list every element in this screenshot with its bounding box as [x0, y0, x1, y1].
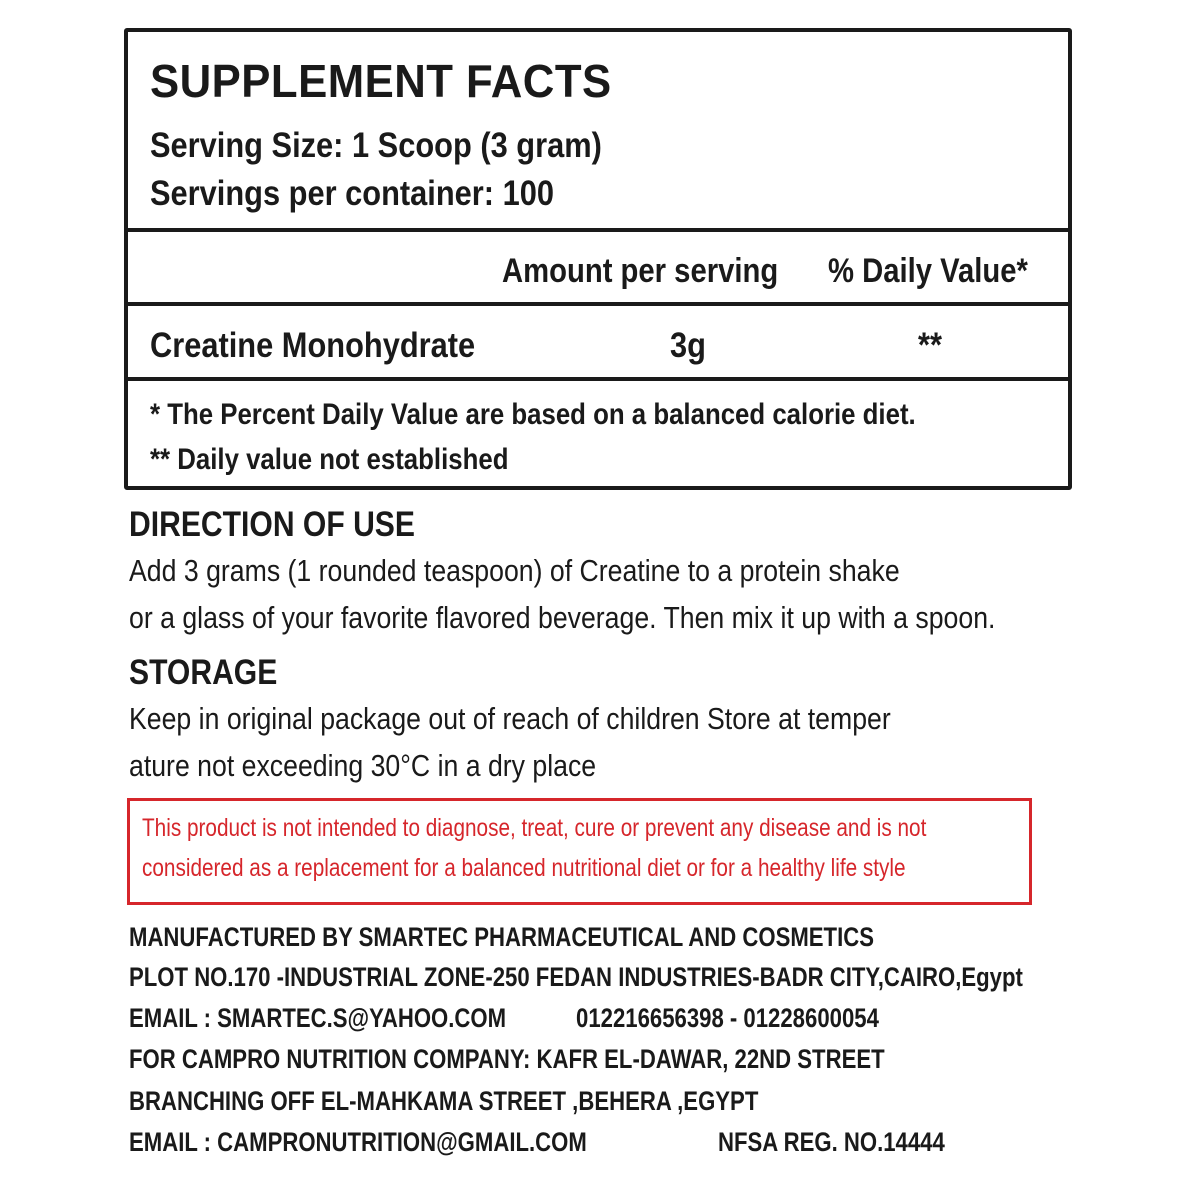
- distributor-address: BRANCHING OFF EL-MAHKAMA STREET ,BEHERA ,EGYPT: [129, 1086, 759, 1116]
- manufacturer-address: PLOT NO.170 -INDUSTRIAL ZONE-250 FEDAN INDUSTRIES-BADR CITY,CAIRO,Egypt: [129, 962, 1023, 992]
- direction-line-2: or a glass of your favorite flavored beverage. Then mix it up with a spoon.: [129, 600, 996, 635]
- manufacturer-phones: 012216656398 - 01228600054: [576, 1003, 879, 1033]
- ingredient-amount: 3g: [670, 326, 706, 365]
- facts-divider-3: [128, 377, 1068, 381]
- col-daily-value: % Daily Value*: [828, 252, 1028, 290]
- disclaimer-box: [127, 798, 1032, 905]
- footnote-percent-daily-value: * The Percent Daily Value are based on a balanced calorie diet.: [150, 398, 916, 431]
- registration-number: NFSA REG. NO.14444: [718, 1127, 945, 1157]
- direction-line-1: Add 3 grams (1 rounded teaspoon) of Creatine to a protein shake: [129, 553, 900, 588]
- distributor-email: EMAIL : CAMPRONUTRITION@GMAIL.COM: [129, 1127, 587, 1157]
- distributor-name: FOR CAMPRO NUTRITION COMPANY: KAFR EL-DAWAR, 22ND STREET: [129, 1044, 885, 1074]
- manufacturer-email: EMAIL : SMARTEC.S@YAHOO.COM: [129, 1003, 507, 1033]
- col-amount-per-serving: Amount per serving: [502, 252, 779, 290]
- servings-per-container: Servings per container: 100: [150, 174, 554, 213]
- supplement-facts-box: [124, 28, 1072, 490]
- manufacturer-name: MANUFACTURED BY SMARTEC PHARMACEUTICAL AND COSMETICS: [129, 922, 874, 952]
- disclaimer-line-1: This product is not intended to diagnose, treat, cure or prevent any disease and is not: [142, 814, 927, 842]
- facts-title: SUPPLEMENT FACTS: [150, 55, 612, 107]
- serving-size: Serving Size: 1 Scoop (3 gram): [150, 126, 602, 165]
- ingredient-daily-value: **: [918, 326, 942, 365]
- footnote-not-established: ** Daily value not established: [150, 443, 509, 476]
- ingredient-name: Creatine Monohydrate: [150, 326, 476, 365]
- facts-divider-2: [128, 302, 1068, 306]
- direction-heading: DIRECTION OF USE: [129, 505, 415, 544]
- storage-line-2: ature not exceeding 30°C in a dry place: [129, 748, 597, 783]
- disclaimer-line-2: considered as a replacement for a balanced nutritional diet or for a healthy life style: [142, 854, 906, 882]
- facts-divider-1: [128, 228, 1068, 232]
- storage-line-1: Keep in original package out of reach of children Store at temper: [129, 701, 891, 736]
- storage-heading: STORAGE: [129, 653, 278, 692]
